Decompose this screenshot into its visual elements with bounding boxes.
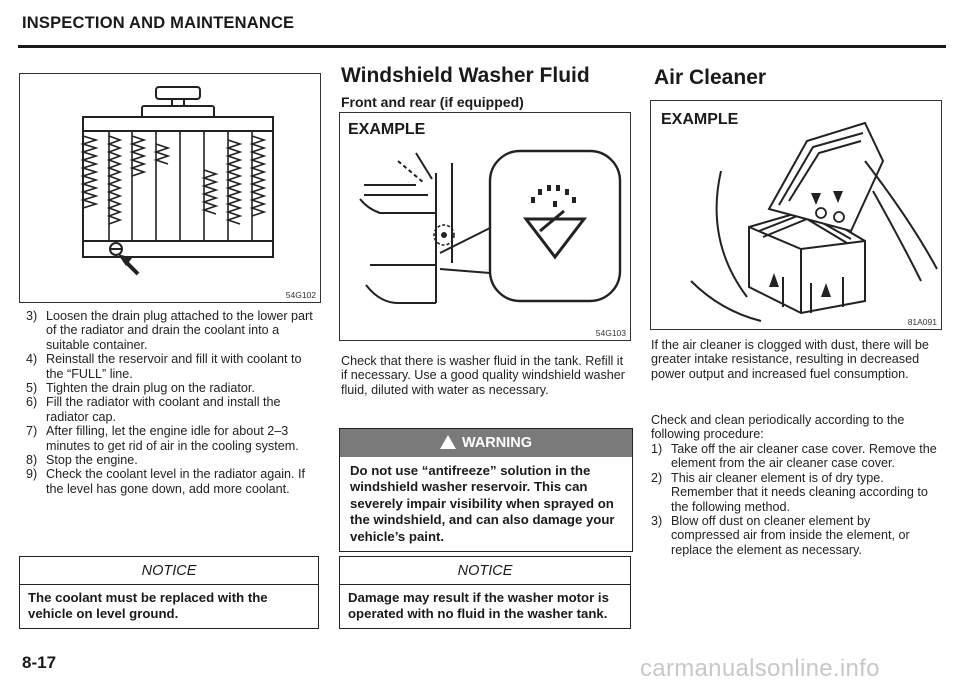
step-item: 1) Take off the air cleaner case cover. Remove the element from the air cleaner case cover. (651, 442, 937, 471)
washer-warning-box (339, 428, 633, 552)
radiator-illustration (20, 74, 320, 302)
washer-fluid-text: Check that there is washer fluid in the tank. Refill it if necessary. Use a good quality windshield washer fluid, diluted with water as necessary. (341, 354, 625, 397)
notice-body: The coolant must be replaced with the vehicle on level ground. (28, 590, 268, 621)
drain-steps (26, 309, 320, 496)
step-item: 8) Stop the engine. (26, 453, 138, 468)
notice-heading: NOTICE (340, 557, 630, 585)
warning-icon (440, 435, 456, 449)
coolant-notice-box (19, 556, 319, 629)
notice-heading: NOTICE (20, 557, 318, 585)
washer-fluid-title: Windshield Washer Fluid (341, 64, 590, 87)
air-cleaner-intro: If the air cleaner is clogged with dust, there will be greater intake resistance, resulting in decreased power output and increased fuel consumption. (651, 338, 929, 381)
step-item: 7) After filling, let the engine idle for about 2–3 minutes to get rid of air in the cooling system. (26, 424, 299, 453)
header-rule (18, 45, 946, 48)
washer-fluid-subtitle: Front and rear (if equipped) (341, 94, 524, 110)
air-cleaner-steps (651, 442, 941, 557)
step-item: 3) Loosen the drain plug attached to the lower part of the radiator and drain the coolant into a suitable container. (26, 309, 313, 352)
notice-body: Damage may result if the washer motor is operated with no fluid in the washer tank. (348, 590, 609, 621)
step-item: 2) This air cleaner element is of dry type. Remember that it needs cleaning according to the following method. (651, 470, 928, 514)
figure-code: 54G102 (285, 290, 316, 300)
example-label: EXAMPLE (348, 121, 426, 138)
air-cleaner-procedure-intro: Check and clean periodically according to the following procedure: (651, 413, 905, 442)
step-item: 6) Fill the radiator with coolant and install the radiator cap. (26, 395, 281, 424)
figure-code: 81A091 (907, 317, 937, 327)
example-label: EXAMPLE (661, 111, 739, 128)
warning-body: Do not use “antifreeze” solution in the windshield washer reservoir. This can severely impair visibility when sprayed on the windshield, and can also damage your vehicle’s paint. (350, 463, 615, 544)
step-item: 4) Reinstall the reservoir and fill it with coolant to the “FULL” line. (26, 352, 302, 381)
warning-heading: WARNING (340, 429, 632, 457)
watermark: carmanualsonline.info (640, 655, 880, 682)
step-item: 5) Tighten the drain plug on the radiator. (26, 381, 255, 396)
section-heading: INSPECTION AND MAINTENANCE (22, 14, 295, 32)
step-item: 3) Blow off dust on cleaner element by compressed air from inside the element, or replace the element as necessary. (651, 514, 910, 557)
air-cleaner-illustration (651, 101, 941, 329)
step-item: 9) Check the coolant level in the radiator again. If the level has gone down, add more coolant. (26, 467, 306, 496)
washer-notice-box (339, 556, 631, 629)
air-cleaner-title: Air Cleaner (654, 66, 767, 89)
air-cleaner-figure (650, 100, 942, 330)
figure-code: 54G103 (595, 328, 626, 338)
page-number: 8-17 (22, 653, 57, 672)
radiator-figure (19, 73, 321, 303)
washer-figure (339, 112, 631, 341)
washer-reservoir-illustration (340, 113, 630, 340)
